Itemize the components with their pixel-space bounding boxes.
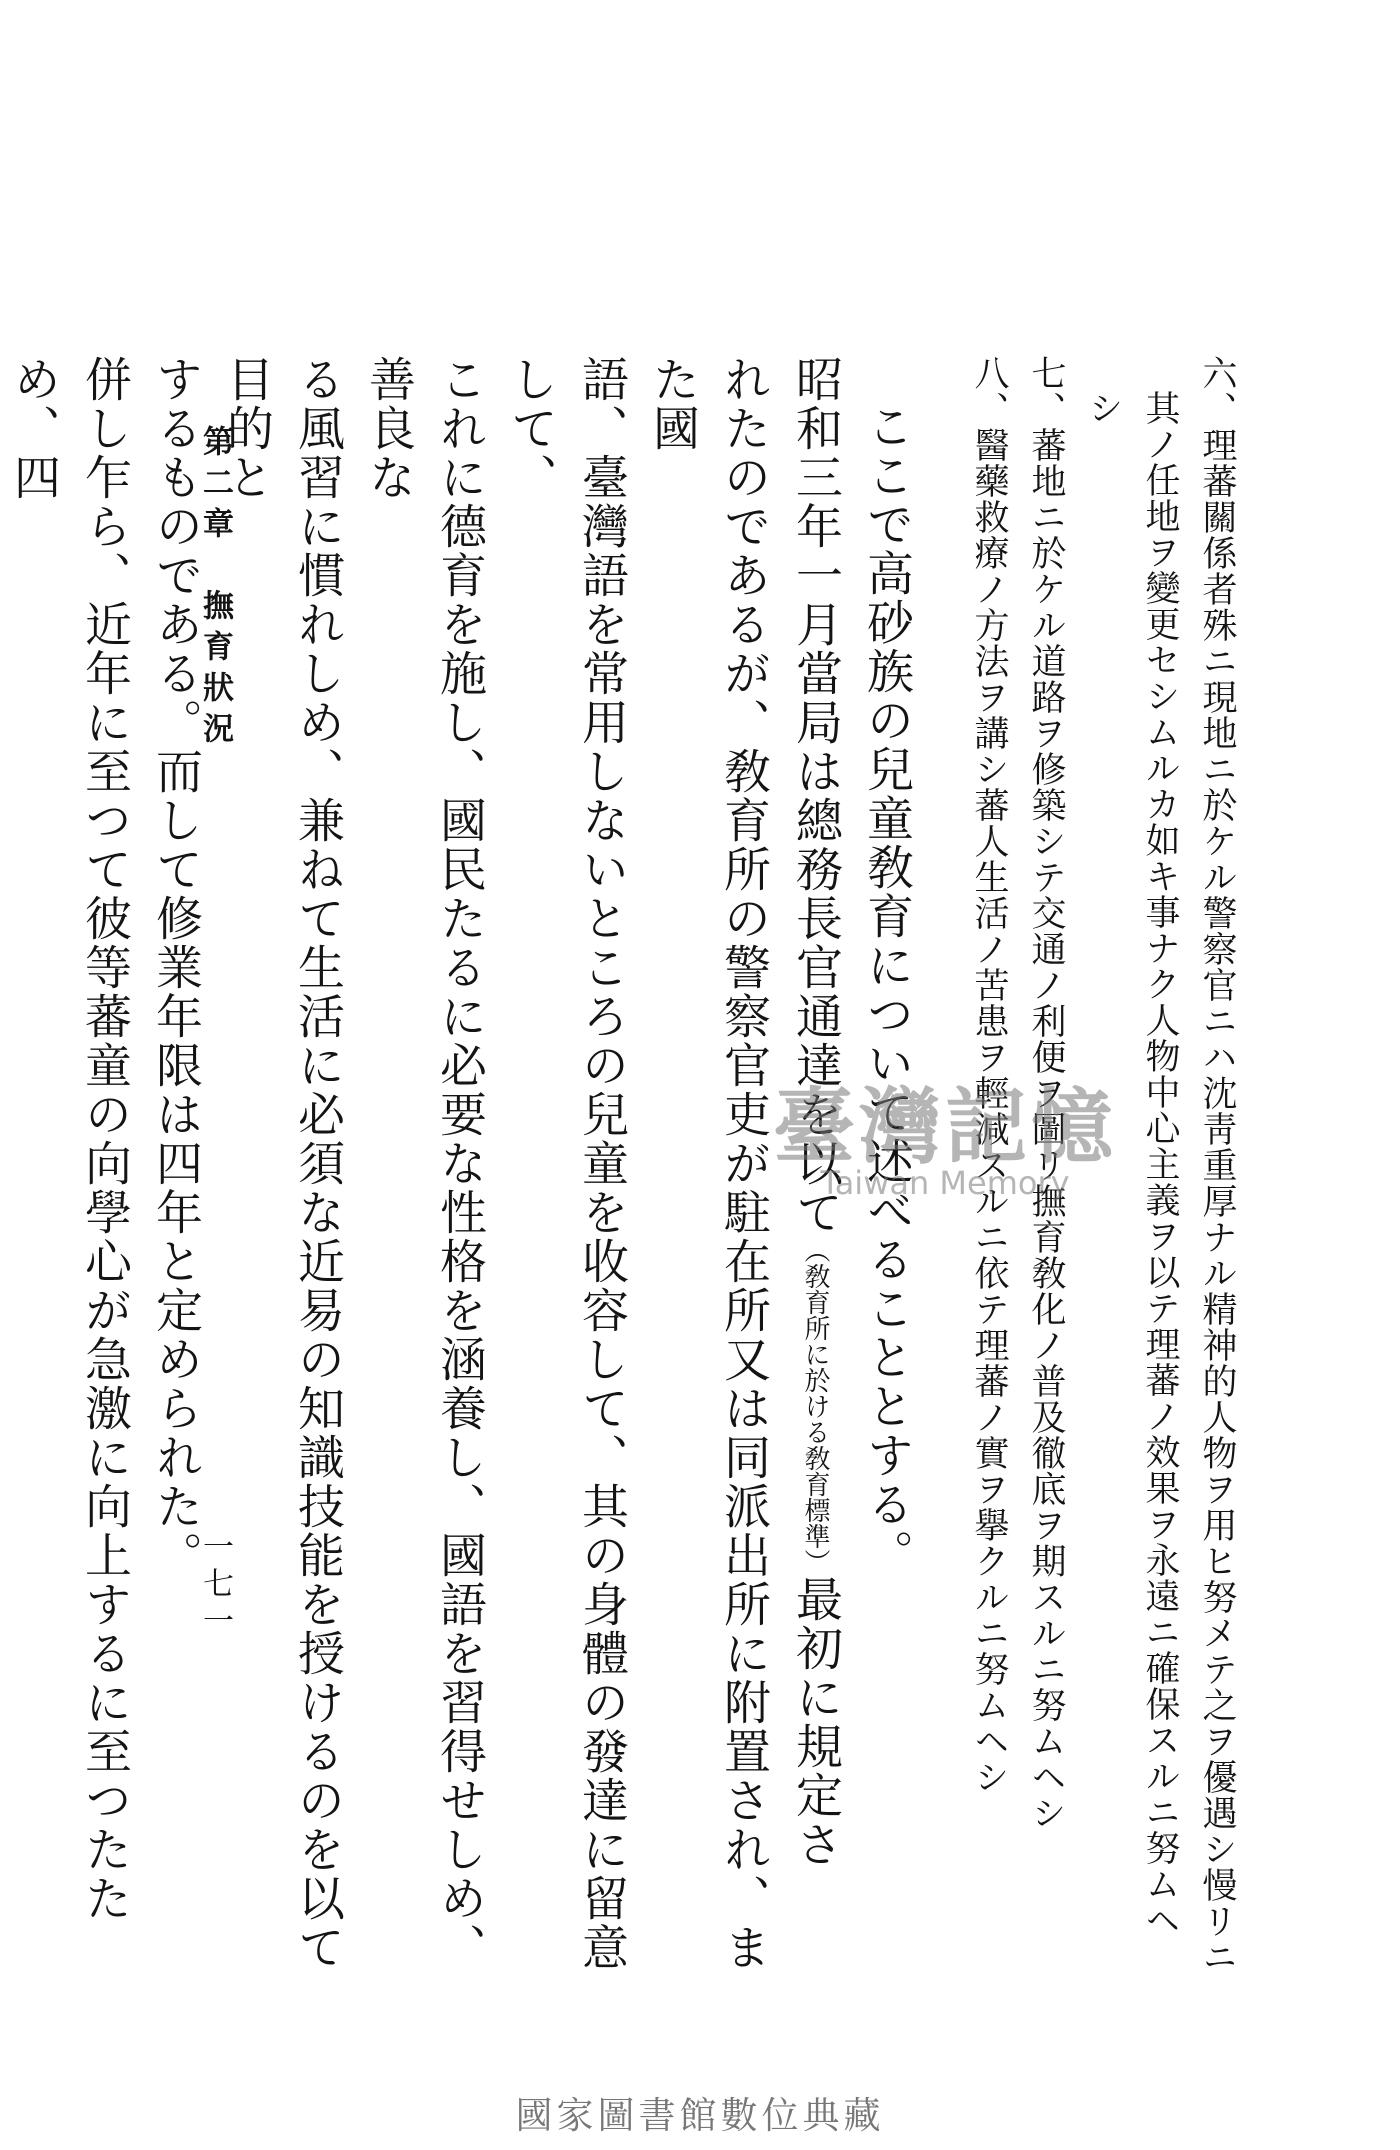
watermark — [690, 1079, 1200, 1202]
paragraph-line: これに德育を施し、國民たるに必要な性格を涵養し、國語を習得せしめ、善良な — [361, 355, 487, 1972]
inline-note: （敎育所に於ける敎育標準） — [800, 1237, 830, 1575]
page-number: 一七一 — [197, 1530, 233, 1641]
list-item-line: シ — [1083, 390, 1123, 426]
archive-label: 國家圖書館數位典藏 — [515, 2094, 885, 2137]
list-item-line: 六、理蕃關係者殊ニ現地ニ於ケル警察官ニハ沈靑重厚ナル精神的人物ヲ用ヒ努メテ之ヲ優遇シ慢リニ — [1197, 355, 1237, 1975]
list-item-line: 其ノ任地ヲ變更セシムルカ如キ事ナク人物中心主義ヲ以テ理蕃ノ效果ヲ永遠ニ確保スルニ努ムヘ — [1140, 390, 1180, 1938]
paragraph-line: ここで高砂族の兒童敎育について述べることとする。 — [859, 402, 914, 1578]
paragraph-line: れたのであるが、敎育所の警察官吏が駐在所又は同派出所に附置され、また國 — [645, 355, 771, 1972]
paragraph-text: 最初に規定さ — [788, 1575, 843, 1869]
list-item-line: 八、醫藥救療ノ方法ヲ講シ蕃人生活ノ苦患ヲ輕減スルニ依テ理蕃ノ實ヲ擧クルニ努ムヘシ — [969, 355, 1009, 1795]
paragraph-text: 昭和三年一月當局は總務長官通達を以て — [788, 355, 843, 1237]
chapter-heading: 第二章 撫育狀況 — [197, 425, 233, 753]
list-item-line: 七、蕃地ニ於ケル道路ヲ修築シテ交通ノ利便ヲ圖リ撫育敎化ノ普及徹底ヲ期スルニ努ムヘシ — [1026, 355, 1066, 1831]
watermark-title: 臺灣記憶 — [772, 1079, 1117, 1175]
watermark-subtitle: Taiwan Memory — [820, 1164, 1070, 1202]
paragraph-line: る風習に慣れしめ、兼ねて生活に必須な近易の知識技能を授けるのを以て目的と — [219, 355, 345, 1972]
paragraph-line: するものである。而して修業年限は四年と定められた。 — [148, 355, 203, 1580]
paragraph-line: 併し乍ら、近年に至つて彼等蕃童の向學心が急激に向上するに至つたため、四 — [6, 355, 132, 1923]
paragraph — [0, 355, 140, 1975]
paragraph-line: 語、臺灣語を常用しないところの兒童を收容して、其の身體の發達に留意して、 — [503, 355, 629, 1972]
